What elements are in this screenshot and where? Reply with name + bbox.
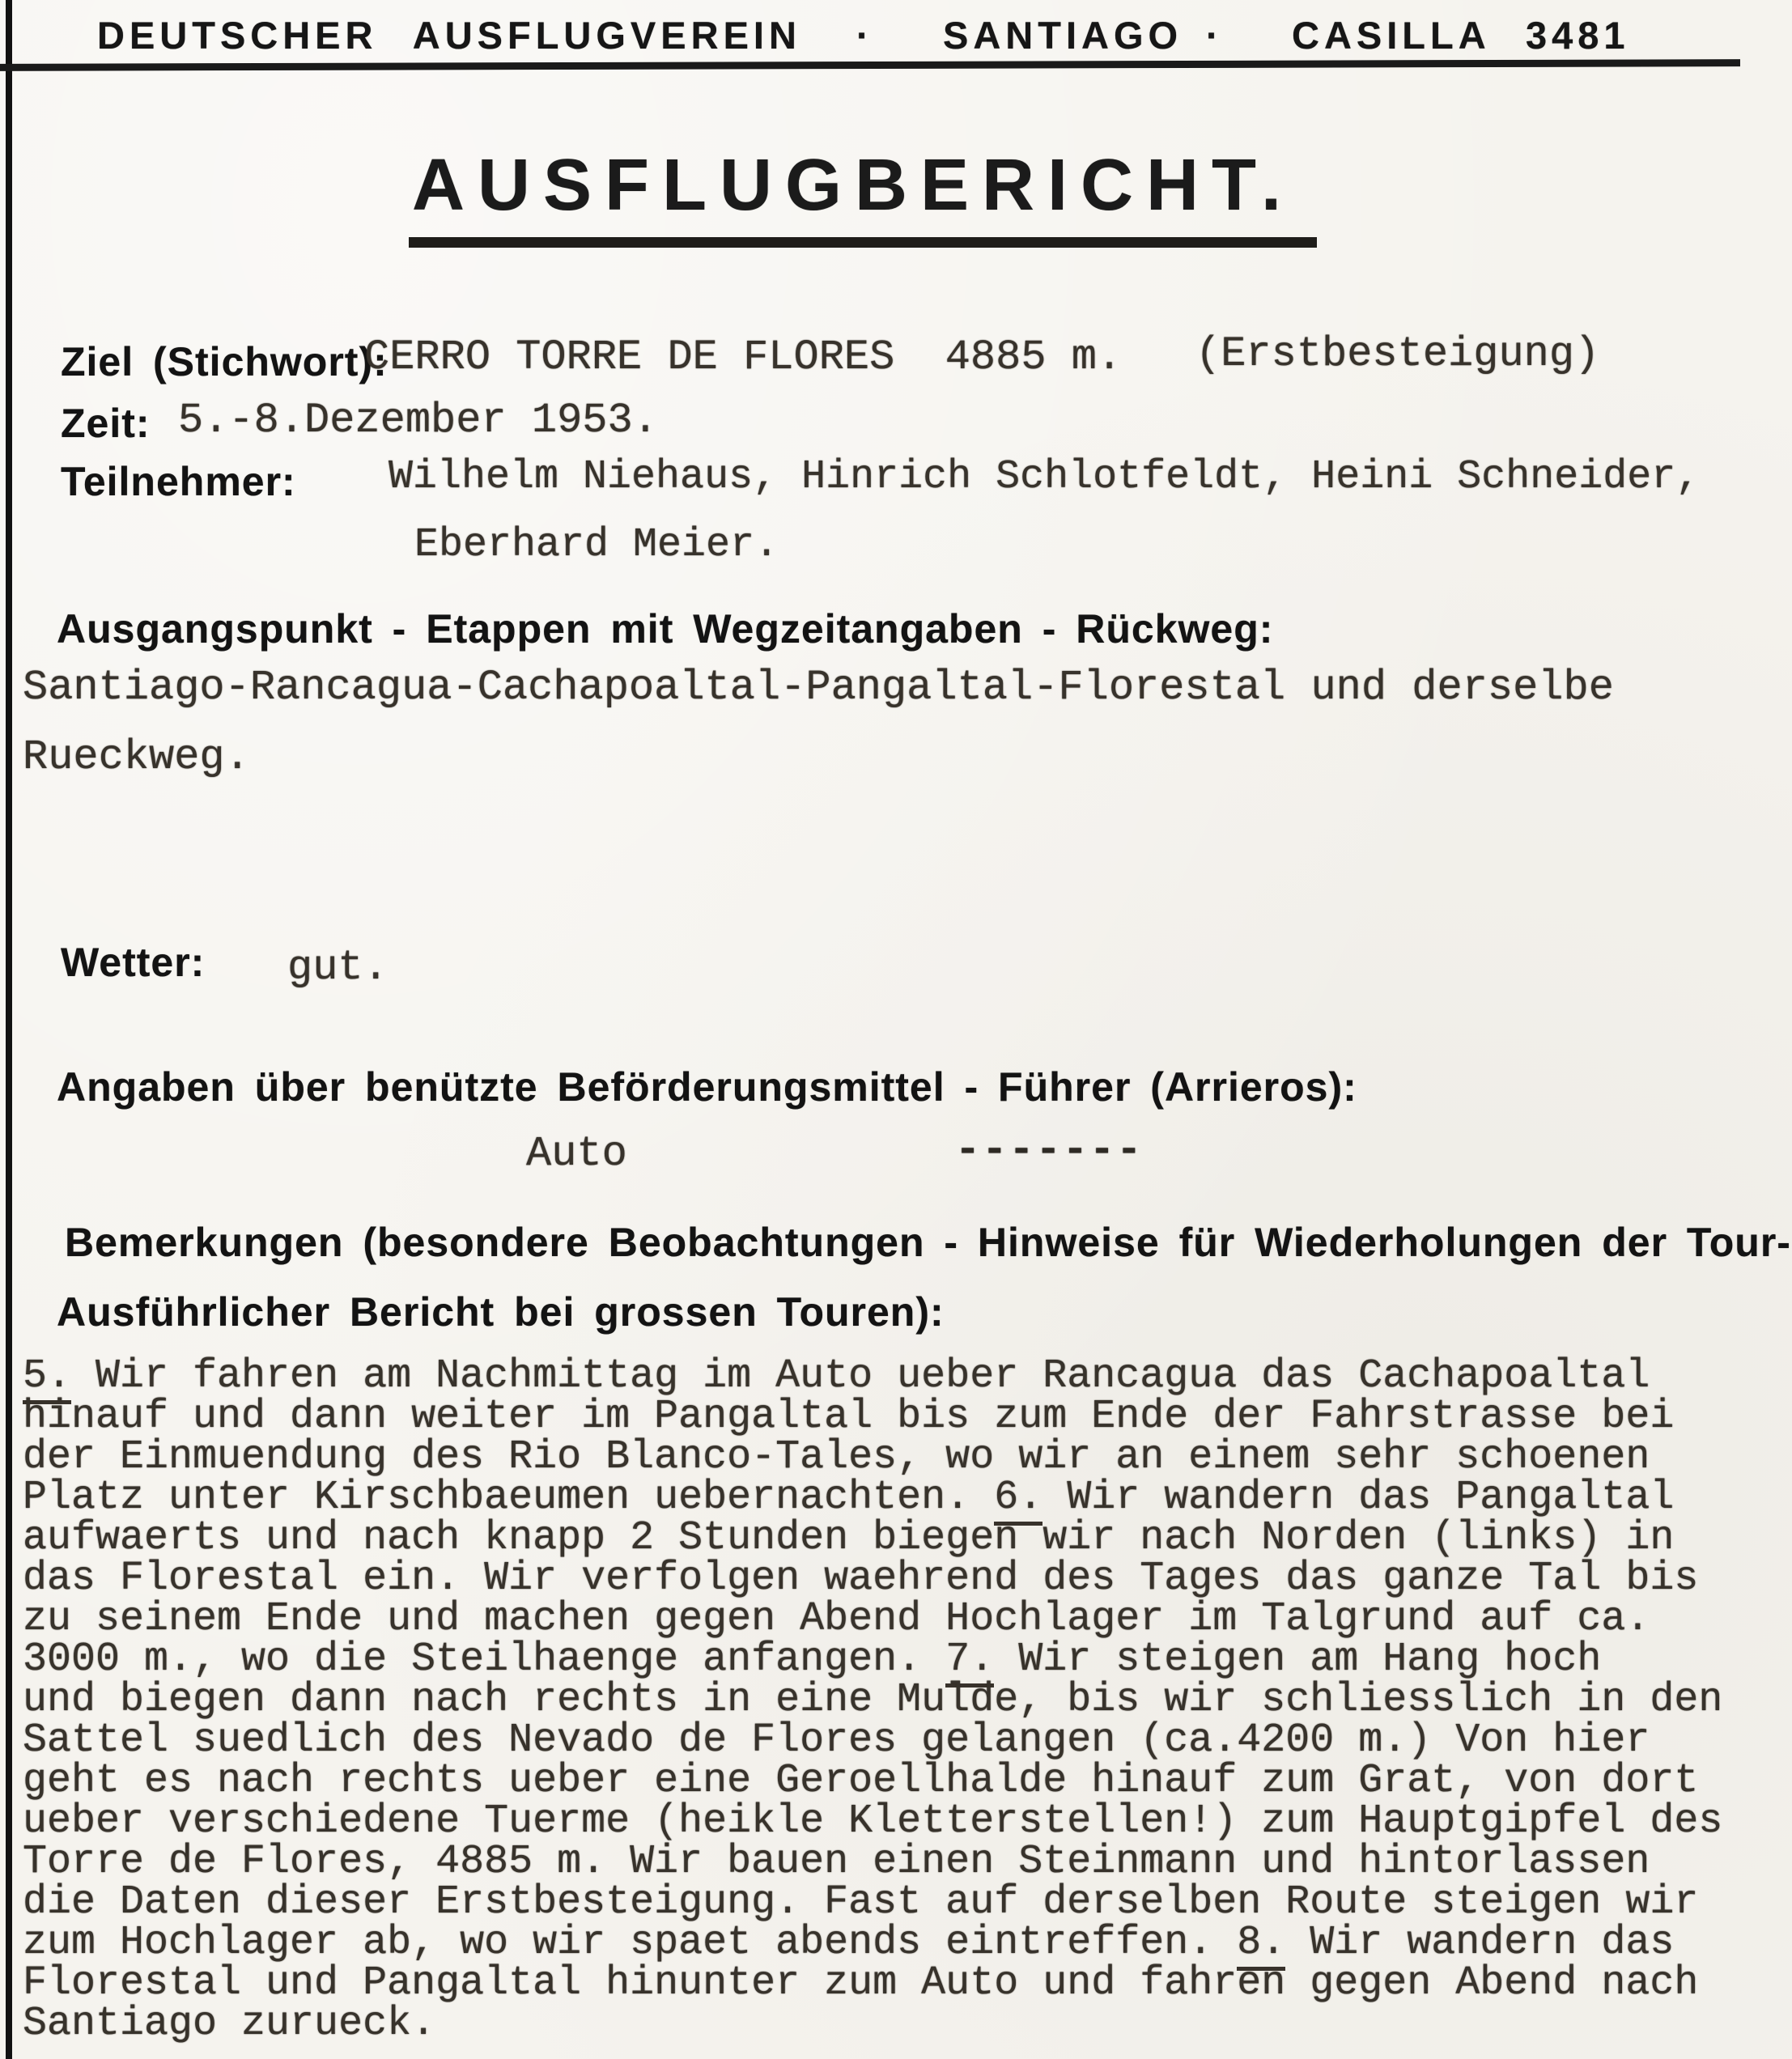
report-text: Wir steigen am Hang hoch	[994, 1637, 1602, 1683]
left-border-rule	[6, 0, 12, 2059]
report-text: Wir fahren am Nachmittag im Auto ueber Rancagua das Cachapoaltal	[71, 1353, 1650, 1399]
report-line	[23, 1475, 1722, 1521]
report-line	[23, 1353, 1722, 1399]
teilnehmer-line1: Wilhelm Niehaus, Hinrich Schlotfeldt, Heini Schneider,	[389, 454, 1701, 500]
report-line	[23, 1798, 1723, 1845]
report-line	[23, 1677, 1723, 1723]
report-line	[23, 1839, 1722, 1885]
report-text: Sattel suedlich des Nevado de Flores gelangen (ca.4200 m.) Von hier	[23, 1717, 1650, 1764]
report-text: die Daten dieser Erstbesteigung. Fast auf derselben Route steigen wir	[23, 1879, 1699, 1925]
report-line	[23, 1515, 1722, 1561]
report-text: das Florestal ein. Wir verfolgen waehrend des Tages das ganze Tal bis	[23, 1556, 1699, 1602]
route-line1: Santiago-Rancagua-Cachapoaltal-Pangaltal-Florestal und derselbe	[23, 664, 1614, 711]
report-line	[23, 2001, 1722, 2047]
zeit-label: Zeit:	[61, 401, 151, 446]
letterhead-org: DEUTSCHER AUSFLUGVEREIN	[97, 14, 801, 57]
day-number: 8.	[1237, 1920, 1285, 1971]
letterhead-city: SANTIAGO	[943, 14, 1183, 57]
zeit-value: 5.-8.Dezember 1953.	[178, 397, 658, 444]
letterhead-underline	[0, 59, 1740, 71]
report-text: geht es nach rechts ueber eine Geroellhalde hinauf zum Grat, von dort	[23, 1758, 1699, 1804]
teilnehmer-line2: Eberhard Meier.	[414, 522, 779, 568]
bemerkungen-label-line1: Bemerkungen (besondere Beobachtungen - Hinweise für Wiederholungen der Tour-	[65, 1220, 1791, 1265]
letterhead-box: CASILLA 3481	[1292, 14, 1630, 57]
ziel-label: Ziel (Stichwort):	[61, 339, 388, 384]
day-number: 5.	[23, 1353, 71, 1404]
page-title: AUSFLUGBERICHT.	[409, 144, 1317, 248]
transport-label: Angaben über benützte Beförderungsmittel - Führer (Arrieros):	[57, 1064, 1357, 1110]
teilnehmer-label: Teilnehmer:	[61, 459, 296, 504]
report-body	[23, 1353, 1723, 2047]
ziel-note: (Erstbesteigung)	[1195, 330, 1600, 378]
transport-value: Auto	[526, 1130, 627, 1178]
report-line	[23, 1960, 1722, 2006]
report-line	[23, 1637, 1722, 1683]
route-line2: Rueckweg.	[23, 733, 250, 781]
wetter-value: gut.	[287, 944, 389, 991]
report-text: 3000 m., wo die Steilhaenge anfangen.	[23, 1637, 946, 1683]
report-line	[23, 1758, 1722, 1804]
report-text: Torre de Flores, 4885 m. Wir bauen einen Steinmann und hintorlassen	[23, 1839, 1650, 1885]
letterhead-separator: ·	[856, 14, 874, 57]
report-text: Florestal und Pangaltal hinunter zum Auto und fahren gegen Abend nach	[23, 1960, 1699, 2006]
report-text: aufwaerts und nach knapp 2 Stunden biegen wir nach Norden (links) in	[23, 1515, 1675, 1561]
report-text: der Einmuendung des Rio Blanco-Tales, wo wir an einem sehr schoenen	[23, 1434, 1650, 1480]
report-text: und biegen dann nach rechts in eine Mulde, bis wir schliesslich in den	[23, 1677, 1723, 1723]
report-text: zu seinem Ende und machen gegen Abend Hochlager im Talgrund auf ca.	[23, 1596, 1650, 1642]
report-text: zum Hochlager ab, wo wir spaet abends eintreffen.	[23, 1920, 1238, 1966]
report-line	[23, 1879, 1722, 1925]
report-line	[23, 1920, 1722, 1966]
report-line	[23, 1596, 1722, 1642]
bemerkungen-label-line2: Ausführlicher Bericht bei grossen Touren):	[57, 1289, 945, 1335]
letterhead-separator: ·	[1206, 14, 1224, 57]
report-line	[23, 1434, 1722, 1480]
report-text: Wir wandern das	[1285, 1920, 1675, 1966]
day-number: 7.	[945, 1637, 994, 1688]
report-line	[23, 1394, 1722, 1440]
day-number: 6.	[994, 1475, 1043, 1526]
report-line	[23, 1717, 1722, 1764]
report-text: Wir wandern das Pangaltal	[1043, 1475, 1675, 1521]
report-text: hinauf und dann weiter im Pangaltal bis zum Ende der Fahrstrasse bei	[23, 1394, 1675, 1440]
wetter-label: Wetter:	[61, 940, 206, 985]
ausgangspunkt-label: Ausgangspunkt - Etappen mit Wegzeitangaben - Rückweg:	[57, 606, 1274, 652]
report-text: Platz unter Kirschbaeumen uebernachten.	[23, 1475, 995, 1521]
report-text: ueber verschiedene Tuerme (heikle Kletterstellen!) zum Hauptgipfel des	[23, 1798, 1723, 1845]
report-line	[23, 1556, 1722, 1602]
ziel-value: CERRO TORRE DE FLORES 4885 m.	[364, 333, 1123, 381]
report-text: Santiago zurueck.	[23, 2001, 436, 2047]
fuehrer-dashes: -------	[955, 1127, 1144, 1174]
